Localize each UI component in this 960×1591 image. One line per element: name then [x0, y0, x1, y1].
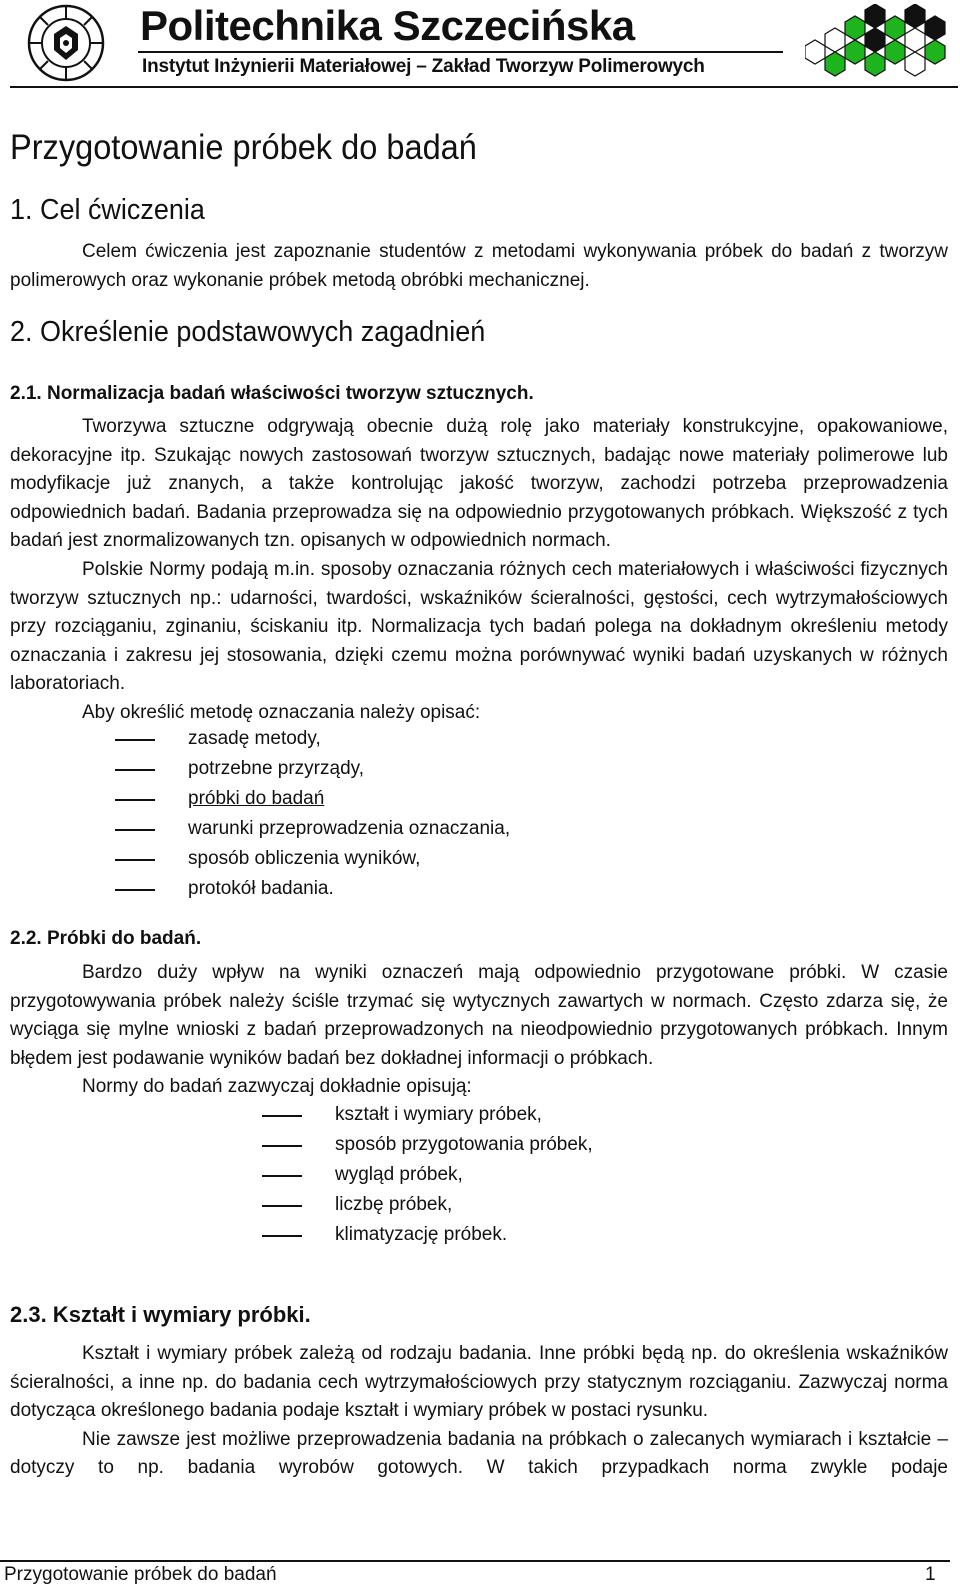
section-2-2-paragraph-2: Normy do badań zazwyczaj dokładnie opisują:: [82, 1076, 472, 1098]
section-2-3-paragraph-2: Nie zawsze jest możliwe przeprowadzenia badania na próbkach o zalecanych wymiarach i kształcie – dotyczy to np. badania wyrobów gotowych. W takich przypadkach norma zwykle podaje: [10, 1428, 948, 1479]
list-item: protokół badania.: [115, 874, 510, 904]
university-seal-icon: [27, 4, 105, 82]
list-item: próbki do badań: [115, 784, 510, 814]
section-2-1-heading: 2.1. Normalizacja badań właściwości tworzyw sztucznych.: [10, 383, 534, 404]
institution-subtitle: Instytut Inżynierii Materiałowej – Zakład Tworzyw Polimerowych: [142, 56, 705, 77]
list-item: klimatyzację próbek.: [262, 1220, 593, 1250]
section-1-heading: 1. Cel ćwiczenia: [10, 194, 205, 226]
list-item: warunki przeprowadzenia oznaczania,: [115, 814, 510, 844]
section-2-1-paragraph-3: Aby określić metodę oznaczania należy opisać:: [82, 701, 481, 723]
list-item: wygląd próbek,: [262, 1160, 593, 1190]
section-1-paragraph: Celem ćwiczenia jest zapoznanie studentów z metodami wykonywania próbek do badań z tworzyw polimerowych oraz wykonanie próbek metodą obróbki mechanicznej.: [10, 241, 948, 291]
section-2-2-heading: 2.2. Próbki do badań.: [10, 928, 202, 949]
section-2-3-heading: 2.3. Kształt i wymiary próbki.: [10, 1302, 311, 1327]
page-number: 1: [925, 1564, 936, 1585]
institution-title: Politechnika Szczecińska: [140, 2, 635, 49]
document-title: Przygotowanie próbek do badań: [10, 128, 477, 167]
section-2-2-body: [10, 959, 948, 1102]
header-divider: [138, 51, 783, 53]
section-2-1-paragraph-2: Polskie Normy podają m.in. sposoby oznaczania różnych cech materiałowych i właściwości fizycznych tworzyw sztucznych np.: udarności, twardości, wskaźników ścieralności, gęstości, cech wytrzymałościowych przy rozciąganiu, zginaniu, ściskaniu itp. Normalizacja tych badań polega na dokładnym określeniu metody oznaczania i zakresu jej stosowania, dzięki czemu można porównywać wyniki badań uzyskanych w różnych laboratoriach.: [10, 558, 948, 695]
section-2-1-body: [10, 413, 948, 728]
hexagon-molecule-logo-icon: [805, 4, 955, 84]
method-description-list: [115, 724, 510, 904]
section-2-heading: 2. Określenie podstawowych zagadnień: [10, 316, 486, 348]
footer-title: Przygotowanie próbek do badań: [4, 1564, 277, 1585]
section-2-1-paragraph-1: Tworzywa sztuczne odgrywają obecnie dużą rolę jako materiały konstrukcyjne, opakowaniowe, dekoracyjne itp. Szukając nowych zastosowań tworzyw sztucznych, badając nowe materiały polimerowe lub modyfikacje już znanych, a także kontrolując jakość tworzyw, zachodzi potrzeba przeprowadzenia odpowiednich badań. Badania przeprowadza się na odpowiednio przygotowanych próbkach. Większość z tych badań jest znormalizowanych tzn. opisanych w odpowiednich normach.: [10, 416, 948, 552]
list-item: liczbę próbek,: [262, 1190, 593, 1220]
section-2-2-paragraph-1: Bardzo duży wpływ na wyniki oznaczeń mają odpowiednio przygotowane próbki. W czasie przygotowywania próbek należy ściśle trzymać się wytycznych zawartych w normach. Często zdarza się, że wyciąga się mylne wnioski z badań przeprowadzonych na nieodpowiednio przygotowanych próbkach. Innym błędem jest podawanie wyników badań bez dokładnej informacji o próbkach.: [10, 962, 948, 1069]
standard-description-list: [262, 1100, 593, 1250]
list-item: sposób przygotowania próbek,: [262, 1130, 593, 1160]
list-item: zasadę metody,: [115, 724, 510, 754]
section-2-3-paragraph-1: Kształt i wymiary próbek zależą od rodzaju badania. Inne próbki będą np. do określenia wskaźników ścieralności, a inne np. do badania cech wytrzymałościowych przy statycznym rozciąganiu. Zazwyczaj norma dotycząca określonego badania podaje kształt i wymiary próbek w postaci rysunku.: [10, 1343, 948, 1422]
section-1-body: [10, 238, 948, 295]
footer-rule: [0, 1560, 950, 1562]
list-item: potrzebne przyrządy,: [115, 754, 510, 784]
header-bottom-rule: [10, 86, 958, 88]
list-item: sposób obliczenia wyników,: [115, 844, 510, 874]
list-item: kształt i wymiary próbek,: [262, 1100, 593, 1130]
section-2-3-body: [10, 1340, 948, 1483]
